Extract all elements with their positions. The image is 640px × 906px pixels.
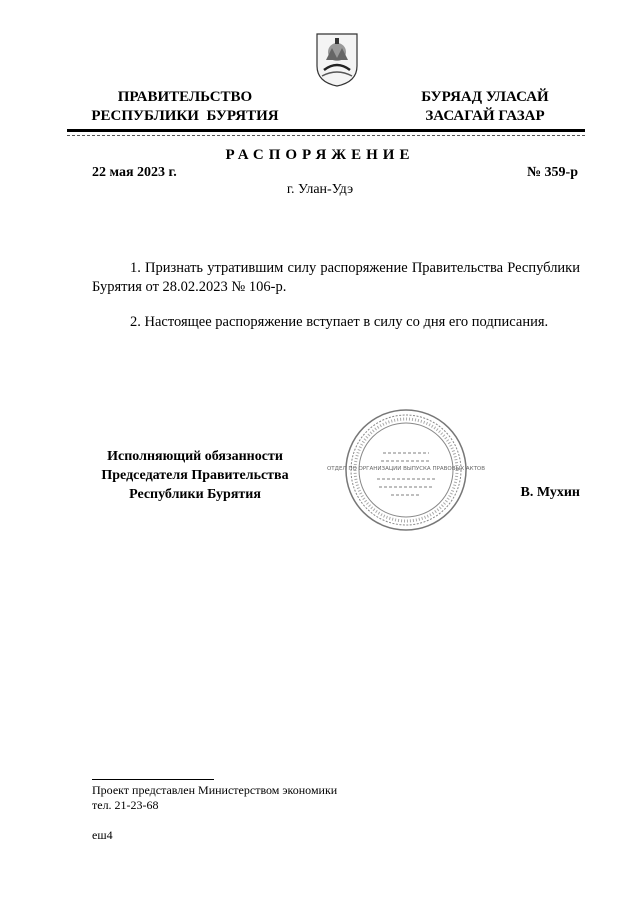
signatory-role xyxy=(80,447,310,504)
document-number: № 359-р xyxy=(526,165,578,180)
document-code: еш4 xyxy=(92,828,113,842)
footnote-phone: тел. 21-23-68 xyxy=(92,798,159,812)
header-right-line2: ЗАСАГАЙ ГАЗАР xyxy=(425,108,545,124)
seal-center-text: ОТДЕЛ ПО ОРГАНИЗАЦИИ ВЫПУСКА ПРАВОВЫХ АКТОВ xyxy=(326,466,486,472)
coat-of-arms-emblem xyxy=(314,30,360,88)
header-left xyxy=(80,88,290,126)
footnote-separator xyxy=(92,779,214,780)
official-seal xyxy=(326,407,486,533)
header-right xyxy=(385,88,585,126)
document-city: г. Улан-Удэ xyxy=(286,182,354,197)
header-left-line2: РЕСПУБЛИКИ БУРЯТИЯ xyxy=(91,108,279,124)
header-left-line1: ПРАВИТЕЛЬСТВО xyxy=(117,89,253,105)
footnote-prepared-by: Проект представлен Министерством экономики xyxy=(92,783,338,797)
signatory-role-line2: Председателя Правительства xyxy=(101,468,289,483)
signatory-role-line1: Исполняющий обязанности xyxy=(107,449,283,464)
signatory-role-line3: Республики Бурятия xyxy=(129,487,261,502)
footnote xyxy=(92,783,337,813)
header-right-line1: БУРЯАД УЛАСАЙ xyxy=(421,89,549,105)
header-rule-thin xyxy=(67,135,585,136)
paragraph-1: 1. Признать утратившим силу распоряжение Правительства Республики Бурятия от 28.02.2023 № 106-р. xyxy=(92,260,580,295)
signatory-name: В. Мухин xyxy=(520,485,580,500)
header-rule-thick xyxy=(67,129,585,132)
document-date: 22 мая 2023 г. xyxy=(92,165,177,180)
paragraph-2: 2. Настоящее распоряжение вступает в силу со дня его подписания. xyxy=(130,314,549,330)
document-title: РАСПОРЯЖЕНИЕ xyxy=(225,147,415,163)
